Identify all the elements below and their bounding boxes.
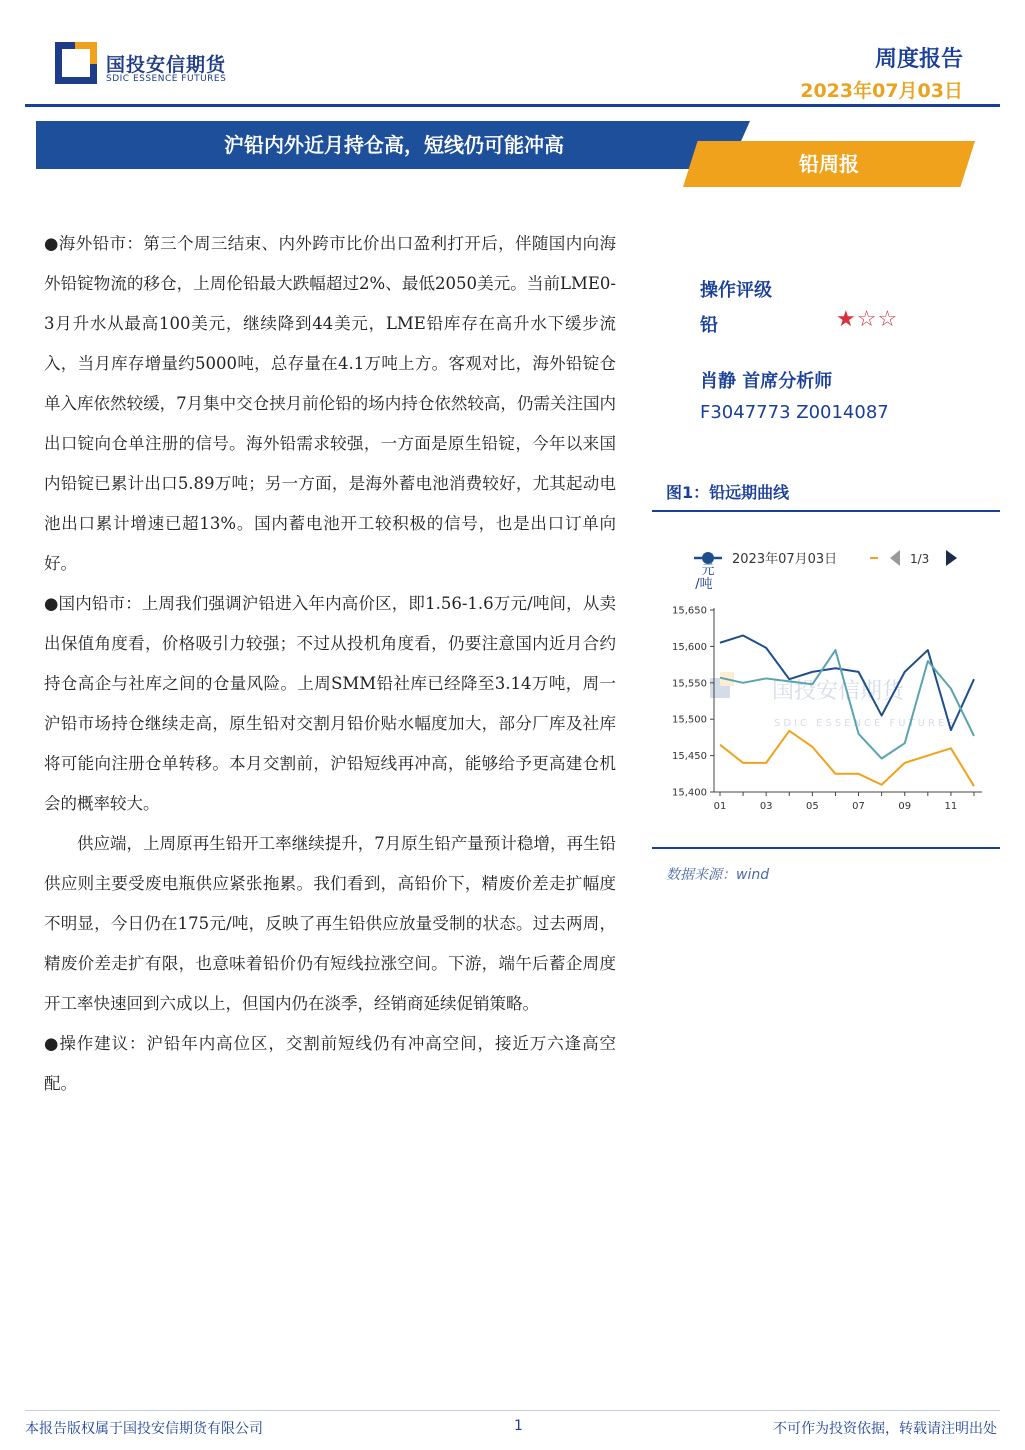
analyst-id: F3047773 Z0014087 xyxy=(700,402,889,423)
figure-title: 图1：铅远期曲线 xyxy=(666,483,790,502)
watermark-cn: 国投安信期货 xyxy=(772,679,905,704)
chart-axes xyxy=(672,606,982,813)
company-name-en: SDIC ESSENCE FUTURES xyxy=(106,74,227,84)
paragraph-supply: 供应端，上周原再生铅开工率继续提升，7月原生铅产量预计稳增，再生铅供应则主要受废电瓶供应紧张拖累。我们看到，高铅价下，精废价差走扩幅度不明显，今日仍在175元/吨，反映了再生铅供应放量受制的状态。过去两周，精废价差走扩有限，也意味着铅价仍有短线拉涨空间。下游，端午后蓄企周度开工率快速回到六成以上，但国内仍在淡季，经销商延续促销策略。 xyxy=(44,834,616,1013)
rating-stars: ★☆☆ xyxy=(836,307,899,332)
figure-divider-bottom xyxy=(652,847,1000,849)
prev-page-icon[interactable] xyxy=(890,550,900,566)
footer-disclaimer: 不可作为投资依据，转载请注明出处 xyxy=(773,1421,997,1437)
next-page-icon[interactable] xyxy=(946,550,957,566)
data-source: 数据来源：wind xyxy=(666,867,770,883)
analyst-name: 肖静 首席分析师 xyxy=(700,371,833,392)
page-number: 1 xyxy=(514,1418,523,1434)
x-tick-label: 03 xyxy=(759,801,773,812)
report-tag: 铅周报 xyxy=(799,152,859,176)
y-axis-label: 元/吨 xyxy=(695,563,715,592)
rating-item: 铅 xyxy=(700,315,718,336)
footer-copyright: 本报告版权属于国投安信期货有限公司 xyxy=(25,1421,263,1437)
y-tick-label: 15,400 xyxy=(672,787,707,799)
series-line-2 xyxy=(720,650,974,758)
paragraph-domestic: ●国内铅市：上周我们强调沪铅进入年内高价区，即1.56-1.6万元/吨间，从卖出保值角度看，价格吸引力较强；不过从投机角度看，仍要注意国内近月合约持仓高企与社库之间的仓量风险。上周SMM铅社库已经降至3.14万吨，周一沪铅市场持仓继续走高，原生铅对交割月铅价贴水幅度加大，部分厂库及社库将可能向注册仓单转移。本月交割前，沪铅短线再冲高，能够给予更高建仓机会的概率较大。 xyxy=(44,594,616,813)
forward-curve-chart xyxy=(652,530,1000,830)
chart-watermark xyxy=(710,672,957,729)
company-name: 国投安信期货 xyxy=(106,54,227,76)
y-tick-label: 15,450 xyxy=(672,751,707,763)
legend-pager: 1/3 xyxy=(910,552,930,566)
chart-legend xyxy=(694,550,957,567)
report-title: 沪铅内外近月持仓高，短线仍可能冲高 xyxy=(224,133,564,157)
y-tick-label: 15,650 xyxy=(672,605,707,617)
chart-series xyxy=(720,635,974,786)
y-tick-label: 15,600 xyxy=(672,641,707,653)
x-tick-label: 05 xyxy=(805,801,819,812)
paragraph-advice: ●操作建议：沪铅年内高位区，交割前短线仍有冲高空间，接近万六逢高空配。 xyxy=(44,1034,616,1093)
series-line-3 xyxy=(720,731,974,786)
figure-divider-top xyxy=(652,510,1000,512)
paragraph-overseas: ●海外铅市：第三个周三结束、内外跨市比价出口盈利打开后，伴随国内向海外铅锭物流的移仓，上周伦铅最大跌幅超过2%、最低2050美元。当前LME0-3月升水从最高100美元，继续降到44美元，LME铅库存在高升水下缓步流入，当月库存增量约5000吨，总存量在4.1万吨上方。客观对比，海外铅锭仓单入库依然较缓，7月集中交仓挟月前伦铅的场内持仓依然较高，仍需关注国内出口锭向仓单注册的信号。海外铅需求较强，一方面是原生铅锭，今年以来国内铅锭已累计出口5.89万吨；另一方面，是海外蓄电池消费较好，尤其起动电池出口累计增速已超13%。国内蓄电池开工较积极的信号，也是出口订单向好。 xyxy=(44,234,616,573)
report-date: 2023年07月03日 xyxy=(800,80,963,102)
report-body xyxy=(44,224,616,1104)
legend-label: 2023年07月03日 xyxy=(732,552,838,567)
report-type: 周度报告 xyxy=(874,47,963,72)
rating-title: 操作评级 xyxy=(700,280,772,301)
header-divider xyxy=(25,104,1000,107)
watermark-en: SDIC ESSENCE FUTURES xyxy=(774,718,957,729)
x-tick-label: 01 xyxy=(713,801,727,812)
x-tick-label: 09 xyxy=(898,801,912,812)
x-tick-label: 07 xyxy=(852,801,865,812)
footer-divider xyxy=(25,1410,1000,1411)
y-tick-label: 15,550 xyxy=(672,678,707,690)
company-logo-icon xyxy=(55,42,97,84)
y-tick-label: 15,500 xyxy=(672,714,707,726)
x-tick-label: 11 xyxy=(944,801,958,812)
